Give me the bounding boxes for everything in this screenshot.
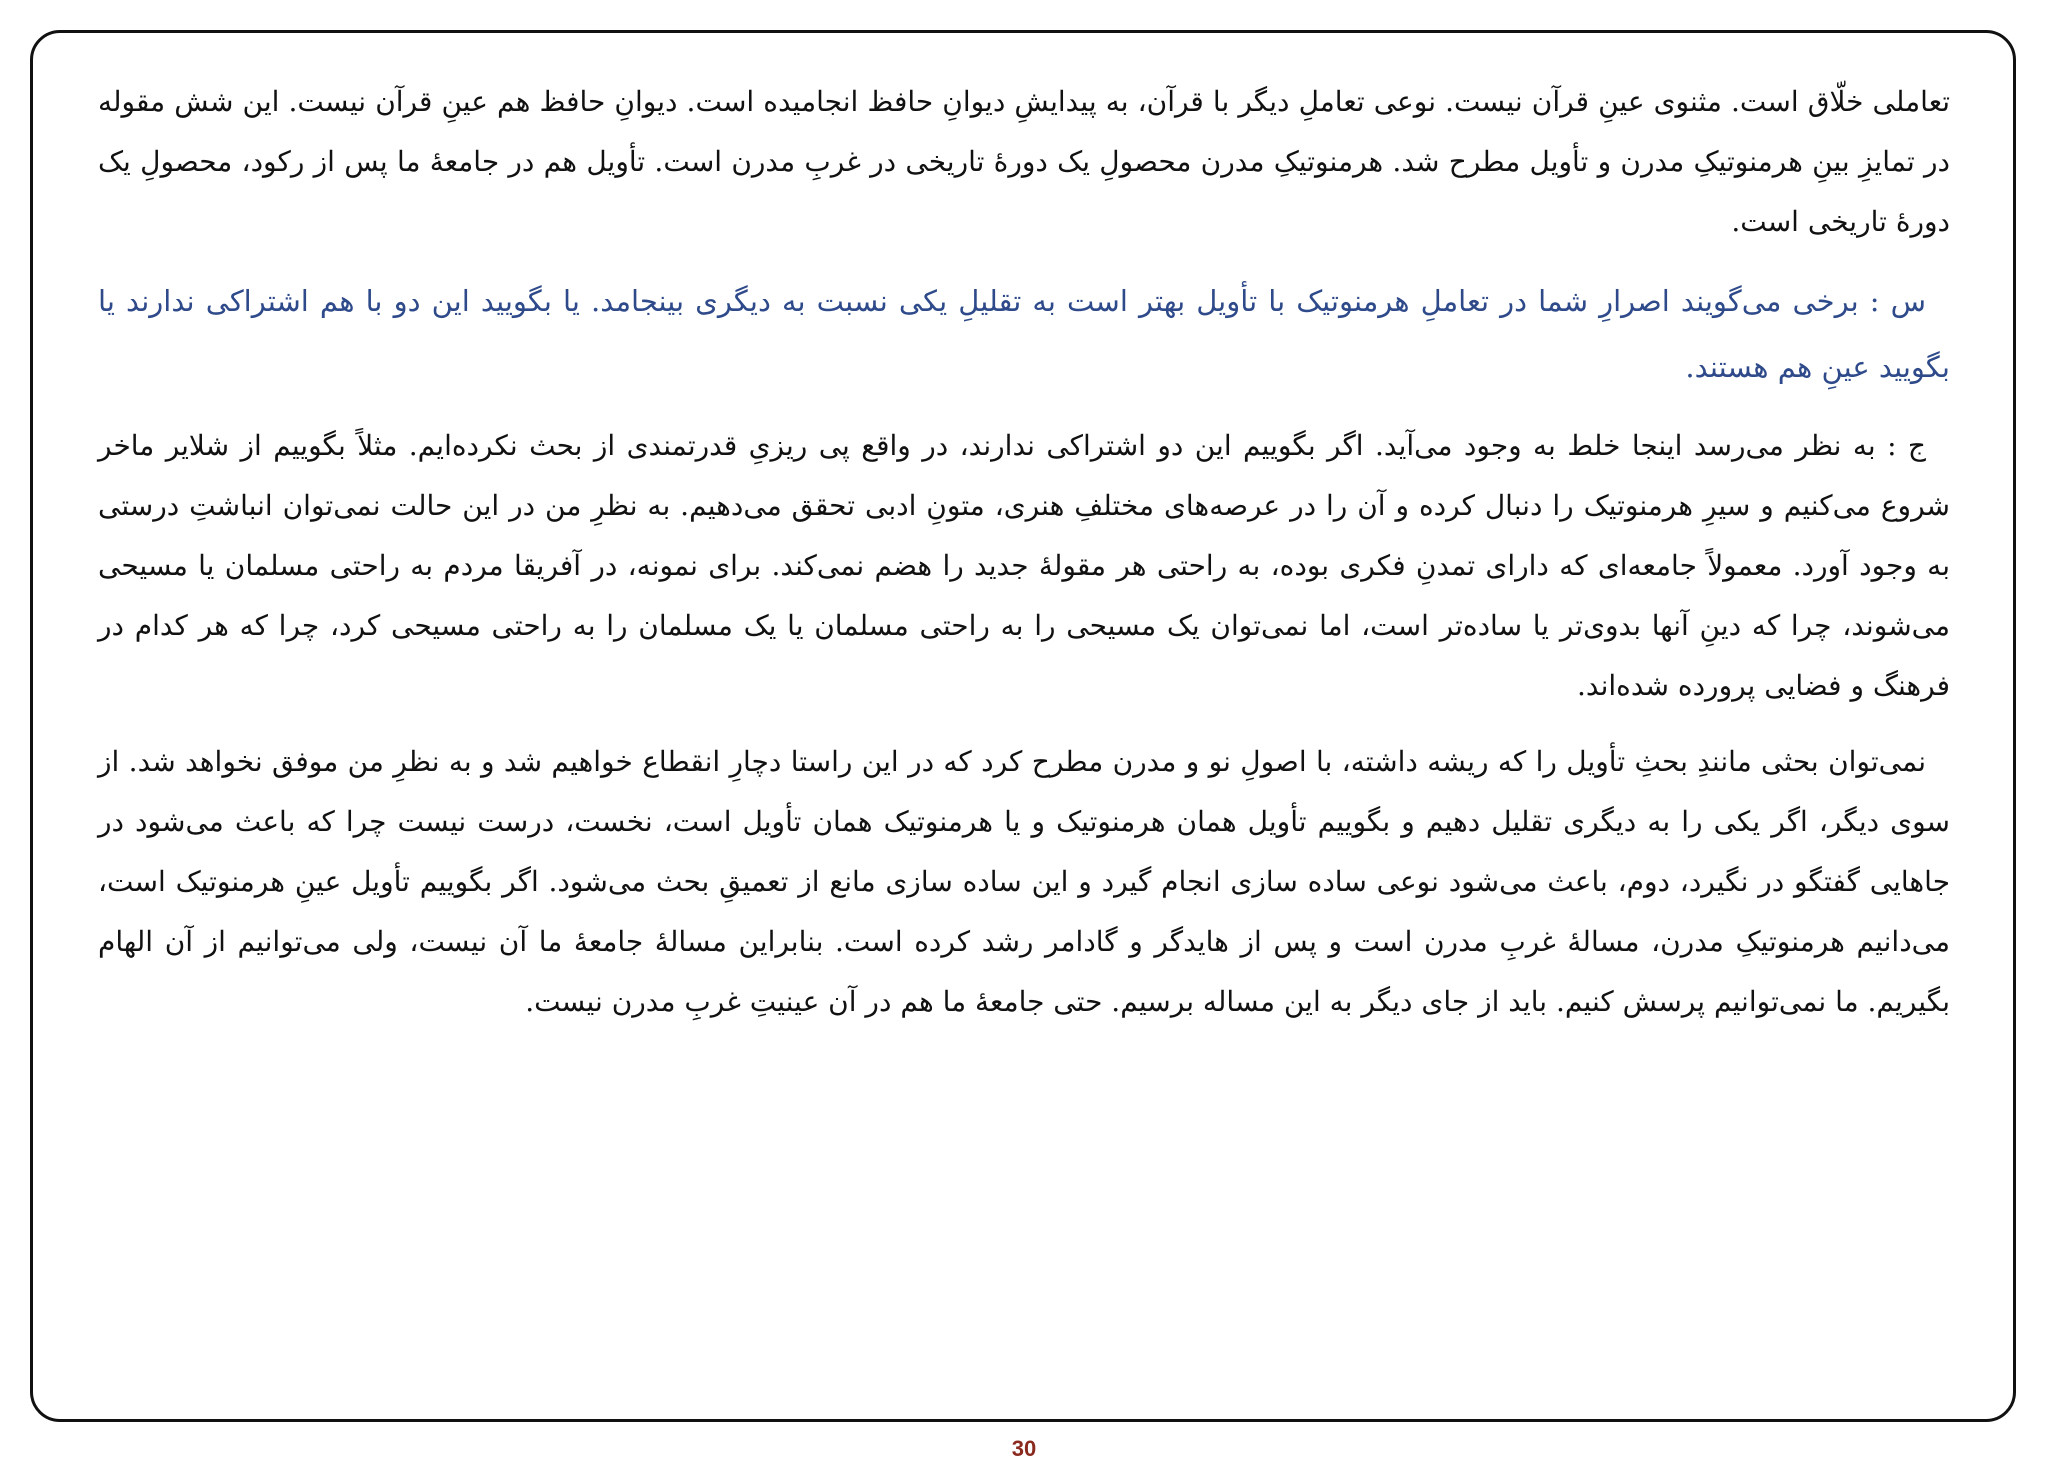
paragraph-intro: تعاملی خلّاق است. مثنوی عینِ قرآن نیست. نوعی تعاملِ دیگر با قرآن، به پیدایشِ دیوانِ حافظ انجامیده است. دیوانِ حافظ هم عینِ قرآن نیست. این شش مقوله در تمایزِ بینِ هرمنوتیکِ مدرن و تأویل مطرح شد. هرمنوتیکِ مدرن محصولِ یک دورهٔ تاریخی در غربِ مدرن است. تأویل هم در جامعهٔ ما پس از رکود، محصولِ یک دورهٔ تاریخی است. bbox=[98, 85, 1950, 238]
page-content bbox=[98, 72, 1950, 1048]
question-paragraph: س : برخی می‌گویند اصرارِ شما در تعاملِ هرمنوتیک با تأویل بهتر است به تقلیلِ یکی نسبت به دیگری بینجامد. یا بگویید این دو با هم اشتراکی ندارند یا بگویید عینِ هم هستند. bbox=[98, 284, 1950, 384]
page-number: 30 bbox=[1011, 1436, 1037, 1461]
answer-paragraph-2: نمی‌توان بحثی مانندِ بحثِ تأویل را که ریشه داشته، با اصولِ نو و مدرن مطرح کرد که در این راستا دچارِ انقطاع خواهیم شد و به نظرِ من موفق نخواهد شد. از سوی دیگر، اگر یکی را به دیگری تقلیل دهیم و بگوییم تأویل همان هرمنوتیک و یا هرمنوتیک همان تأویل است، نخست، درست نیست چرا که باعث می‌شود در جاهایی گفتگو در نگیرد، دوم، باعث می‌شود نوعی ساده سازی انجام گیرد و این ساده سازی مانع از تعمیقِ بحث می‌شود. اگر بگوییم تأویل عینِ هرمنوتیک است، می‌دانیم هرمنوتیکِ مدرن، مسالهٔ غربِ مدرن است و پس از هایدگر و گادامر رشد کرده است. بنابراین مسالهٔ جامعهٔ ما آن نیست، ولی می‌توانیم از آن الهام بگیریم. ما نمی‌توانیم پرسش کنیم. باید از جای دیگر به این مساله برسیم. حتی جامعهٔ ما هم در آن عینیتِ غربِ مدرن نیست. bbox=[98, 745, 1950, 1018]
answer-paragraph-1: ج : به نظر می‌رسد اینجا خلط به وجود می‌آید. اگر بگوییم این دو اشتراکی ندارند، در واقع پی ریزیِ قدرتمندی از بحث نکرده‌ایم. مثلاً بگوییم از شلایر ماخر شروع می‌کنیم و سیرِ هرمنوتیک را دنبال کرده و آن را در عرصه‌های مختلفِ هنری، متونِ ادبی تحقق می‌دهیم. به نظرِ من در این حالت نمی‌توان انباشتِ درستی به وجود آورد. معمولاً جامعه‌ای که دارای تمدنِ فکری بوده، به راحتی هر مقولهٔ جدید را هضم نمی‌کند. برای نمونه، در آفریقا مردم به راحتی مسلمان یا مسیحی می‌شوند، چرا که دینِ آنها بدوی‌تر یا ساده‌تر است، اما نمی‌توان یک مسیحی را به راحتی مسلمان یا یک مسلمان را به راحتی مسیحی کرد، چرا که هر کدام در فرهنگ و فضایی پرورده شده‌اند. bbox=[98, 429, 1950, 702]
